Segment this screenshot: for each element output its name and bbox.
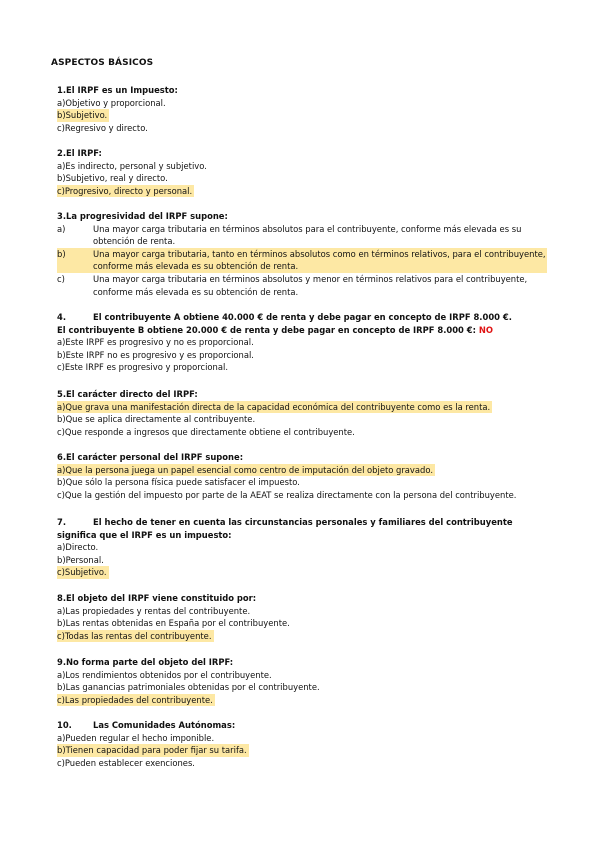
- option-a-highlighted: a)Que grava una manifestación directa de la capacidad económica del contribuyente como es la renta.: [57, 401, 491, 412]
- option-c: c)Que la gestión del impuesto por parte de la AEAT se realiza directamente con la persona del contribuyente.: [57, 489, 517, 500]
- question-heading-text: Las Comunidades Autónomas:: [93, 720, 236, 730]
- question-heading: 6.El carácter personal del IRPF supone:: [57, 452, 244, 462]
- question-4: [57, 311, 547, 374]
- question-heading-line-2: [57, 324, 547, 337]
- option-b: b)Personal.: [57, 554, 104, 565]
- option-c: c)Pueden establecer exenciones.: [57, 757, 195, 768]
- question-heading-text: El hecho de tener en cuenta las circunstancias personales y familiares del contribuyente: [93, 517, 513, 527]
- option-b-highlighted: [57, 248, 547, 273]
- option-label: b): [57, 248, 66, 259]
- question-heading: [57, 719, 547, 732]
- question-8: [57, 592, 547, 642]
- question-heading-line-1: [57, 311, 547, 324]
- option-b: b)Las ganancias patrimoniales obtenidas por el contribuyente.: [57, 682, 320, 693]
- option-b-highlighted: b)Subjetivo.: [57, 110, 108, 121]
- option-a: [57, 223, 547, 248]
- question-heading-text: El contribuyente A obtiene 40.000 € de renta y debe pagar en concepto de IRPF 8.000 €.: [93, 312, 512, 322]
- option-c-highlighted: c)Subjetivo.: [57, 567, 107, 578]
- option-text: Una mayor carga tributaria, tanto en términos absolutos como en términos relativos, para el contribuyente, conforme más elevada es su obtención de renta.: [93, 248, 546, 272]
- question-9: [57, 656, 547, 706]
- question-6: [57, 451, 547, 501]
- question-10: [57, 719, 547, 769]
- question-heading: 2.El IRPF:: [57, 148, 102, 158]
- question-heading: 9.No forma parte del objeto del IRPF:: [57, 657, 234, 667]
- question-heading-text: El contribuyente B obtiene 20.000 € de renta y debe pagar en concepto de IRPF 8.000 €:: [57, 324, 476, 335]
- option-label: c): [57, 273, 65, 284]
- option-text: Una mayor carga tributaria en términos absolutos para el contribuyente, conforme más elevada es su obtención de renta.: [93, 223, 522, 247]
- option-a: a)Las propiedades y rentas del contribuyente.: [57, 605, 251, 616]
- option-a: a)Objetivo y proporcional.: [57, 97, 166, 108]
- option-a-highlighted: a)Que la persona juega un papel esencial como centro de imputación del objeto gravado.: [57, 464, 433, 475]
- question-heading: 1.El IRPF es un Impuesto:: [57, 85, 178, 95]
- question-heading-line-2: significa que el IRPF es un impuesto:: [57, 529, 232, 540]
- option-a: a)Pueden regular el hecho imponible.: [57, 732, 215, 743]
- question-3: [57, 210, 547, 298]
- answer-mark: NO: [478, 324, 494, 335]
- question-7: [57, 516, 547, 579]
- option-c-highlighted: c)Progresivo, directo y personal.: [57, 185, 193, 196]
- option-c: c)Este IRPF es progresivo y proporcional.: [57, 362, 228, 373]
- option-c: c)Que responde a ingresos que directamente obtiene el contribuyente.: [57, 426, 355, 437]
- option-b: b)Las rentas obtenidas en España por el contribuyente.: [57, 618, 290, 629]
- option-a: a)Directo.: [57, 542, 99, 553]
- question-heading: 5.El carácter directo del IRPF:: [57, 389, 198, 399]
- question-2: [57, 147, 547, 197]
- option-b: b)Subjetivo, real y directo.: [57, 173, 168, 184]
- option-b-highlighted: b)Tienen capacidad para poder fijar su tarifa.: [57, 745, 247, 756]
- option-text: Una mayor carga tributaria en términos absolutos y menor en términos relativos para el contribuyente, conforme más elevada es su obtención de renta.: [93, 273, 528, 297]
- question-5: [57, 388, 547, 438]
- option-c-highlighted: c)Las propiedades del contribuyente.: [57, 694, 213, 705]
- option-b: b)Que se aplica directamente al contribuyente.: [57, 414, 256, 425]
- question-1: [57, 84, 547, 134]
- question-number: 7.: [57, 517, 67, 527]
- option-b: b)Este IRPF no es progresivo y es proporcional.: [57, 349, 254, 360]
- option-c-highlighted: c)Todas las rentas del contribuyente.: [57, 630, 212, 641]
- option-a: a)Este IRPF es progresivo y no es proporcional.: [57, 337, 254, 348]
- question-heading: 8.El objeto del IRPF viene constituido por:: [57, 593, 257, 603]
- question-number: 10.: [57, 720, 72, 730]
- option-b: b)Que sólo la persona física puede satisfacer el impuesto.: [57, 477, 300, 488]
- question-heading-line-1: [57, 516, 547, 529]
- question-number: 4.: [57, 312, 67, 322]
- option-c: [57, 273, 547, 298]
- option-c: c)Regresivo y directo.: [57, 122, 148, 133]
- question-heading: 3.La progresividad del IRPF supone:: [57, 211, 228, 221]
- page-title: ASPECTOS BÁSICOS: [51, 58, 154, 68]
- option-a: a)Es indirecto, personal y subjetivo.: [57, 160, 207, 171]
- option-a: a)Los rendimientos obtenidos por el contribuyente.: [57, 669, 272, 680]
- option-label: a): [57, 223, 66, 234]
